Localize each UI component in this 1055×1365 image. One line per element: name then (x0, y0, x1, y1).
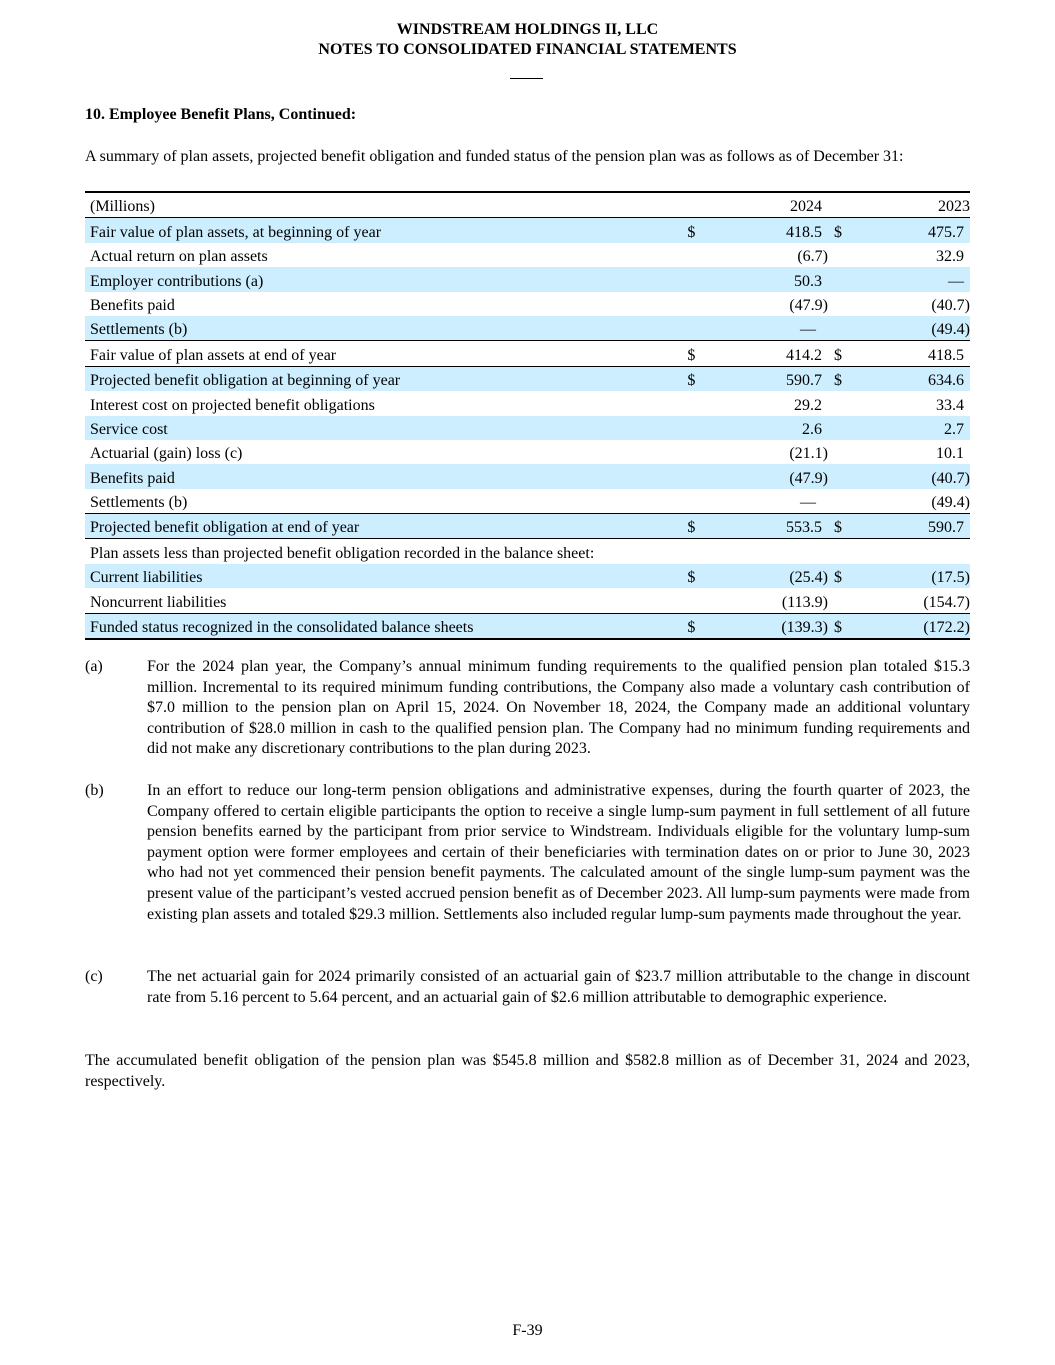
value-2023: 32.9 (936, 248, 964, 266)
value-2024: 418.5 (715, 218, 828, 243)
table-row (85, 243, 970, 267)
section-title: 10. Employee Benefit Plans, Continued: (85, 106, 357, 123)
currency-2023: $ (828, 218, 862, 243)
value-2023: 634.6 (862, 366, 970, 391)
footnote-marker: (b) (85, 782, 104, 799)
currency-2023: $ (828, 564, 862, 588)
row-label: Projected benefit obligation at beginning of year (85, 366, 681, 391)
row-label: Noncurrent liabilities (90, 593, 227, 611)
table-row (85, 366, 970, 391)
value-2024: (139.3) (715, 613, 828, 639)
row-label: Current liabilities (85, 564, 681, 588)
currency-2024: $ (681, 366, 715, 391)
value-2023: 10.1 (936, 445, 964, 463)
table-row (85, 391, 970, 415)
row-label: Service cost (85, 416, 681, 440)
table-header-row (85, 192, 970, 218)
row-label: Employer contributions (a) (85, 267, 681, 291)
currency-2023: $ (828, 613, 862, 639)
table-row (85, 514, 970, 539)
document-subtitle: NOTES TO CONSOLIDATED FINANCIAL STATEMENTS (318, 41, 737, 58)
currency-2024: $ (681, 218, 715, 243)
table-row (85, 464, 970, 488)
row-label: Plan assets less than projected benefit obligation recorded in the balance sheet: (85, 539, 681, 564)
table-row (85, 564, 970, 588)
currency-2023: $ (828, 514, 862, 539)
value-2024: — (799, 494, 816, 512)
row-label: Fair value of plan assets at end of year (85, 341, 681, 366)
row-label: Settlements (b) (90, 494, 188, 512)
footnote-text: The net actuarial gain for 2024 primarily consisted of an actuarial gain of $23.7 million attributable to the change in discount rate from 5.16 percent to 5.64 percent, and an actuarial gain of $2.6 million attributable to demographic experience. (147, 968, 970, 1006)
footnote-marker: (a) (85, 658, 103, 675)
unit-label: (Millions) (85, 192, 681, 218)
currency-2024: $ (681, 514, 715, 539)
value-2023: — (862, 267, 970, 291)
currency-2023: $ (828, 341, 862, 366)
value-2023: 33.4 (936, 396, 964, 414)
value-2024: (47.9) (715, 464, 828, 488)
table-row (85, 316, 970, 341)
header-rule (510, 78, 543, 79)
column-header-2024: 2024 (715, 192, 828, 218)
currency-2024: $ (681, 564, 715, 588)
footnote-text: For the 2024 plan year, the Company’s annual minimum funding requirements to the qualified pension plan totaled $15.3 million. Incremental to its required minimum funding contributions, the Company also made a voluntary cash contribution of $7.0 million to the pension plan on April 15, 2024. On November 18, 2024, the Company made an additional voluntary contribution of $28.0 million in cash to the qualified pension plan. The Company had no minimum funding requirements and did not make any discretionary contributions to the plan during 2023. (147, 658, 970, 758)
value-2024: 2.6 (715, 416, 828, 440)
value-2024: 553.5 (715, 514, 828, 539)
value-2023: (154.7) (923, 593, 970, 611)
page-number: F-39 (512, 1322, 543, 1339)
table-row (85, 588, 970, 613)
value-2024: (47.9) (789, 296, 828, 314)
currency-2023: $ (828, 366, 862, 391)
table-row (85, 539, 970, 564)
row-label: Projected benefit obligation at end of year (85, 514, 681, 539)
value-2023: 475.7 (862, 218, 970, 243)
footnote-text: In an effort to reduce our long-term pension obligations and administrative expenses, during the fourth quarter of 2023, the Company offered to certain eligible participants the option to receive a single lump-sum payment in full settlement of all future pension benefits earned by the participant from prior service to Windstream. Individuals eligible for the voluntary lump-sum payment option were former employees and certain of their beneficiaries with termination dates on or prior to June 30, 2023 who had not yet commenced their pension benefit payments. The calculated amount of the single lump-sum payment was the present value of the participant’s vested accrued pension benefit as of December 2023. All lump-sum payments were made from existing plan assets and totaled $29.3 million. Settlements also included regular lump-sum payments made throughout the year. (147, 782, 970, 923)
footnote (85, 781, 970, 951)
table-row (85, 440, 970, 464)
table-row (85, 292, 970, 316)
value-2024: 29.2 (793, 396, 822, 414)
currency-2024: $ (681, 341, 715, 366)
row-label: Actual return on plan assets (90, 248, 268, 266)
column-header-2023: 2023 (862, 192, 970, 218)
value-2024: 414.2 (715, 341, 828, 366)
footnote-marker: (c) (85, 968, 103, 985)
table-row (85, 489, 970, 514)
table-row (85, 613, 970, 639)
value-2024: — (715, 316, 828, 341)
pension-plan-table (85, 191, 970, 640)
value-2023: 418.5 (862, 341, 970, 366)
value-2024: 50.3 (715, 267, 828, 291)
row-label: Actuarial (gain) loss (c) (90, 445, 243, 463)
closing-paragraph: The accumulated benefit obligation of the pension plan was $545.8 million and $582.8 million as of December 31, 2024 and 2023, respectively. (85, 1052, 970, 1090)
intro-paragraph: A summary of plan assets, projected benefit obligation and funded status of the pension plan was as follows as of December 31: (85, 148, 904, 165)
value-2023: 590.7 (862, 514, 970, 539)
row-label: Funded status recognized in the consolidated balance sheets (85, 613, 681, 639)
value-2023: (40.7) (931, 296, 970, 314)
value-2024: (113.9) (781, 593, 828, 611)
row-label: Fair value of plan assets, at beginning of year (85, 218, 681, 243)
value-2023 (862, 539, 970, 564)
table-row (85, 218, 970, 243)
value-2023: (40.7) (862, 464, 970, 488)
row-label: Interest cost on projected benefit obligations (90, 396, 375, 414)
row-label: Benefits paid (85, 464, 681, 488)
value-2024: (25.4) (715, 564, 828, 588)
value-2023: (49.4) (862, 316, 970, 341)
row-label: Settlements (b) (85, 316, 681, 341)
value-2024: (6.7) (797, 248, 828, 266)
value-2024: (21.1) (789, 445, 828, 463)
row-label: Benefits paid (90, 296, 175, 314)
value-2024 (715, 539, 828, 564)
table-row (85, 341, 970, 366)
currency-2024: $ (681, 613, 715, 639)
footnote (85, 657, 970, 767)
footnote (85, 967, 970, 1032)
value-2023: (172.2) (862, 613, 970, 639)
table-row (85, 267, 970, 291)
value-2023: 2.7 (862, 416, 970, 440)
table-row (85, 416, 970, 440)
value-2023: (49.4) (931, 494, 970, 512)
company-name: WINDSTREAM HOLDINGS II, LLC (396, 21, 659, 38)
value-2023: (17.5) (862, 564, 970, 588)
value-2024: 590.7 (715, 366, 828, 391)
